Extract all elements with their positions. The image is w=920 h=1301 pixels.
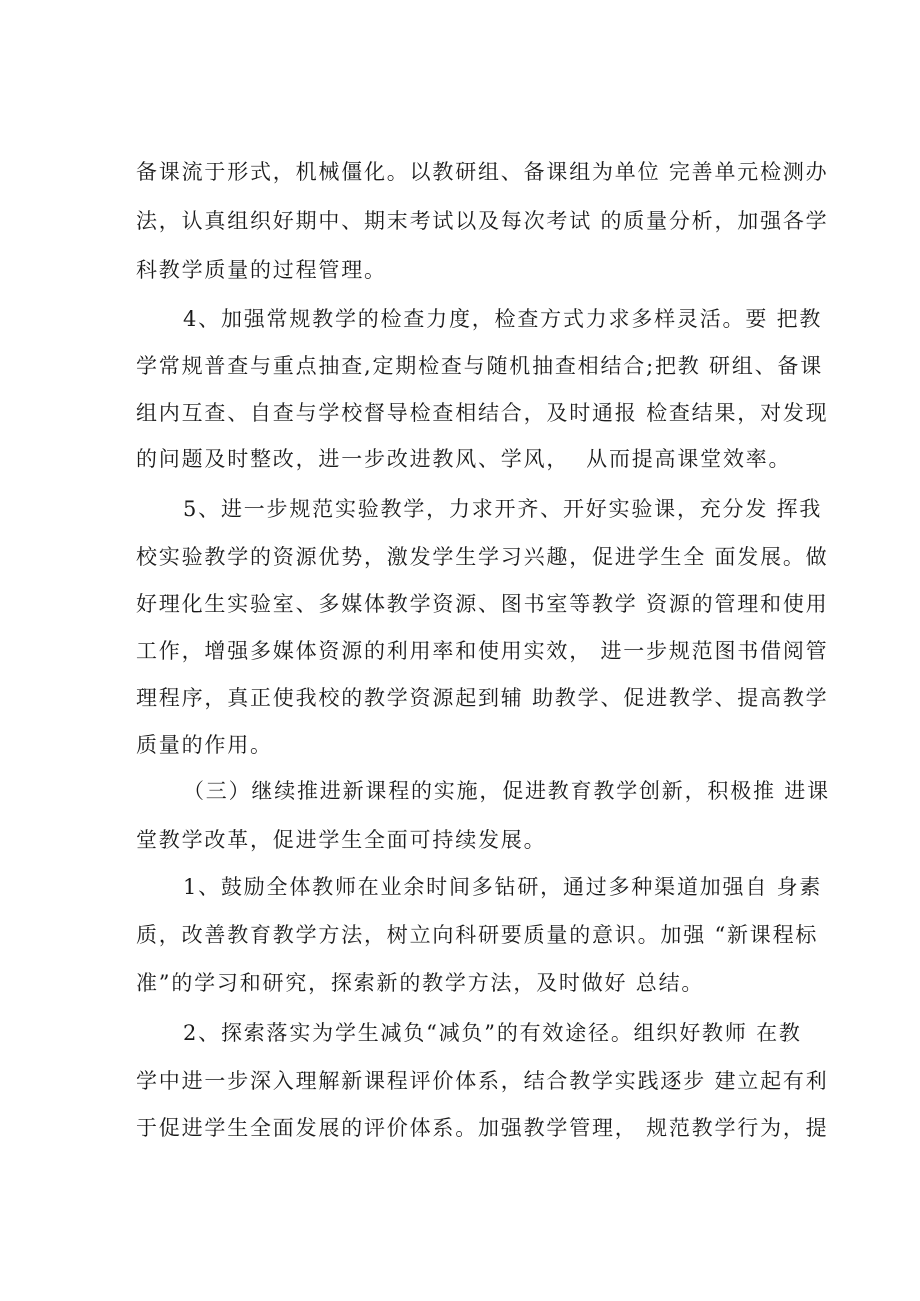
text-line: 准”的学习和研究，探索新的教学方法，及时做好 总结。 — [136, 971, 705, 995]
text-line: 学常规普查与重点抽查,定期检查与随机抽查相结合;把教 研组、备课 — [136, 354, 824, 378]
text-line: 1、鼓励全体教师在业余时间多钻研，通过多种渠道加强自 身素 — [183, 875, 823, 899]
text-line: 4、加强常规教学的检查力度，检查方式力求多样灵活。要 把教 — [183, 307, 823, 331]
text-line: 学中进一步深入理解新课程评价体系，结合教学实践逐步 建立起有利 — [136, 1069, 829, 1093]
text-line: 备课流于形式，机械僵化。以教研组、备课组为单位 完善单元检测办 — [136, 160, 829, 184]
text-line: 好理化生实验室、多媒体教学资源、图书室等教学 资源的管理和使用 — [136, 592, 829, 616]
text-line: 工作，增强多媒体资源的利用率和使用实效， 进一步规范图书借阅管 — [136, 639, 829, 663]
text-line: 校实验教学的资源优势，激发学生学习兴趣，促进学生全 面发展。做 — [136, 545, 829, 569]
text-line: 组内互查、自查与学校督导检查相结合，及时通报 检查结果，对发现 — [136, 401, 829, 425]
text-line: 质量的作用。 — [136, 733, 273, 757]
text-line: 质，改善教育教学方法，树立向科研要质量的意识。加强 “新课程标 — [136, 923, 819, 947]
text-line: 2、探索落实为学生减负“减负”的有效途径。组织好教师 在教 — [183, 1021, 802, 1045]
text-line: 的问题及时整改，进一步改进教风、学风， 从而提高课堂效率。 — [136, 447, 792, 471]
text-line: 于促进学生全面发展的评价体系。加强教学管理， 规范教学行为，提 — [136, 1116, 829, 1140]
text-line: 5、进一步规范实验教学，力求开齐、开好实验课，充分发 挥我 — [183, 497, 823, 521]
text-line: （三）继续推进新课程的实施，促进教育教学创新，积极推 进课 — [183, 779, 830, 803]
text-line: 科教学质量的过程管理。 — [136, 258, 387, 282]
text-line: 堂教学改革，促进学生全面可持续发展。 — [136, 828, 547, 852]
text-line: 法，认真组织好期中、期末考试以及每次考试 的质量分析，加强各学 — [136, 209, 829, 233]
text-line: 理程序，真正使我校的教学资源起到辅 助教学、促进教学、提高教学 — [136, 686, 829, 710]
